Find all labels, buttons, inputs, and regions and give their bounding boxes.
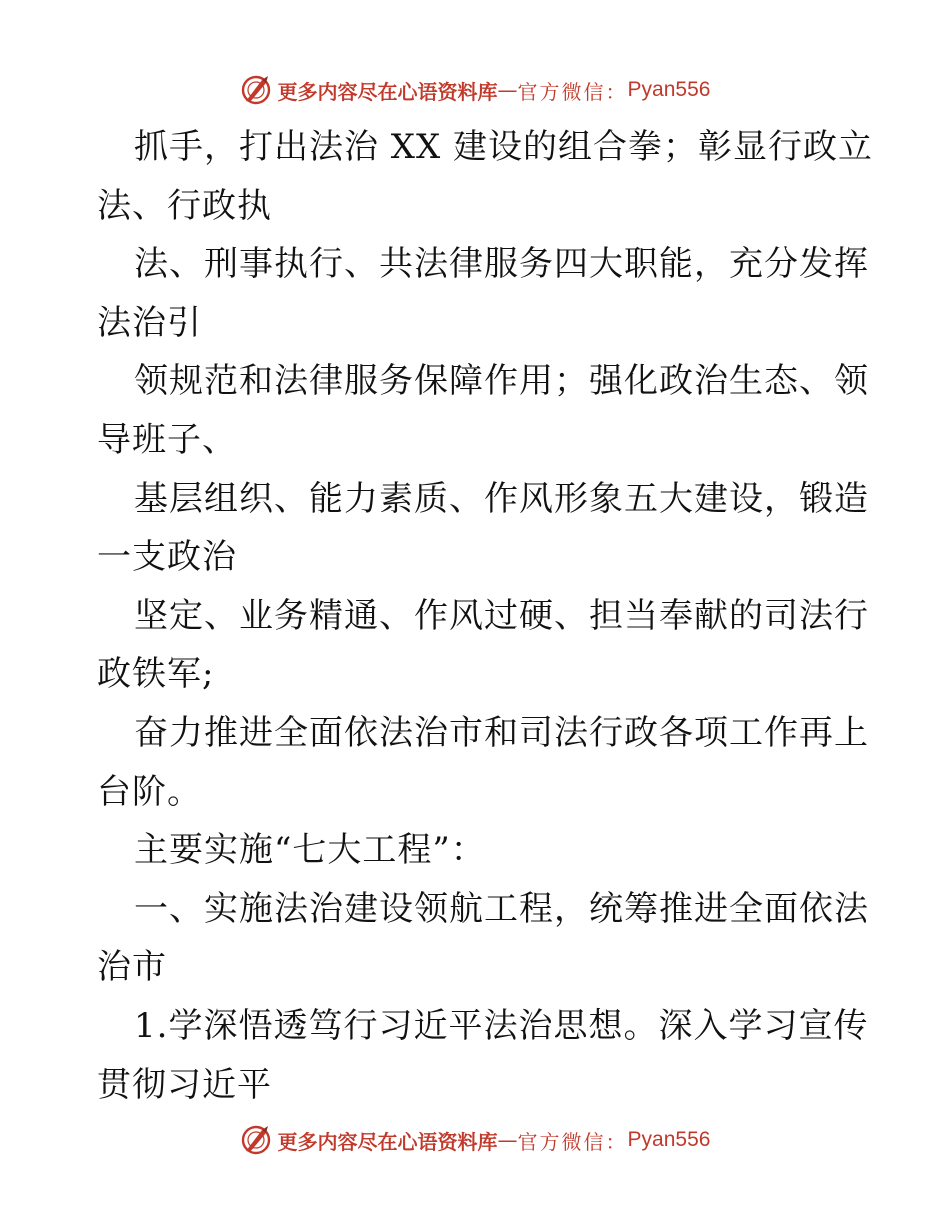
banner-brand-text: 更多内容尽在心语资料库 xyxy=(277,79,498,104)
text-line: 导班子、 xyxy=(97,419,237,460)
feather-pen-circle-icon xyxy=(240,74,272,106)
feather-pen-circle-icon xyxy=(240,1124,272,1156)
text-line: 抓手，打出法治 XX 建设的组合拳；彰显行政立 xyxy=(134,127,874,167)
text-line: 法治引 xyxy=(97,302,202,343)
text-line: 法、行政执 xyxy=(97,185,272,226)
text-line: 贯彻习近平 xyxy=(97,1064,272,1105)
text-line: 奋力推进全面依法治市和司法行政各项工作再上 xyxy=(134,712,869,753)
text-line: 基层组织、能力素质、作风形象五大建设，锻造 xyxy=(134,478,869,519)
text-line: 台阶。 xyxy=(97,771,202,812)
banner-brand-text: 更多内容尽在心语资料库 xyxy=(277,1129,498,1154)
banner-wechat-id: Pyan556 xyxy=(627,1128,711,1151)
text-line: 政铁军; xyxy=(97,654,215,695)
banner-wechat-id: Pyan556 xyxy=(627,78,711,101)
text-line: 1.学深悟透笃行习近平法治思想。深入学习宣传 xyxy=(134,1005,869,1046)
banner-wechat-label: 官方微信： xyxy=(517,1129,628,1154)
text-line: 坚定、业务精通、作风过硬、担当奉献的司法行 xyxy=(134,595,869,636)
footer-banner xyxy=(0,1120,950,1160)
header-banner xyxy=(0,70,950,110)
text-line: 一支政治 xyxy=(97,537,237,578)
text-line: 法、刑事执行、共法律服务四大职能，充分发挥 xyxy=(134,244,869,285)
document-body xyxy=(97,118,874,1114)
text-line: 一、实施法治建设领航工程，统筹推进全面依法 xyxy=(134,888,869,929)
banner-wechat-label: 官方微信： xyxy=(517,79,628,104)
text-line: 主要实施“七大工程”： xyxy=(134,830,486,871)
banner-dash: — xyxy=(497,1128,518,1152)
text-line: 治市 xyxy=(97,947,167,988)
text-line: 领规范和法律服务保障作用；强化政治生态、领 xyxy=(134,361,869,402)
banner-dash: — xyxy=(497,78,518,102)
